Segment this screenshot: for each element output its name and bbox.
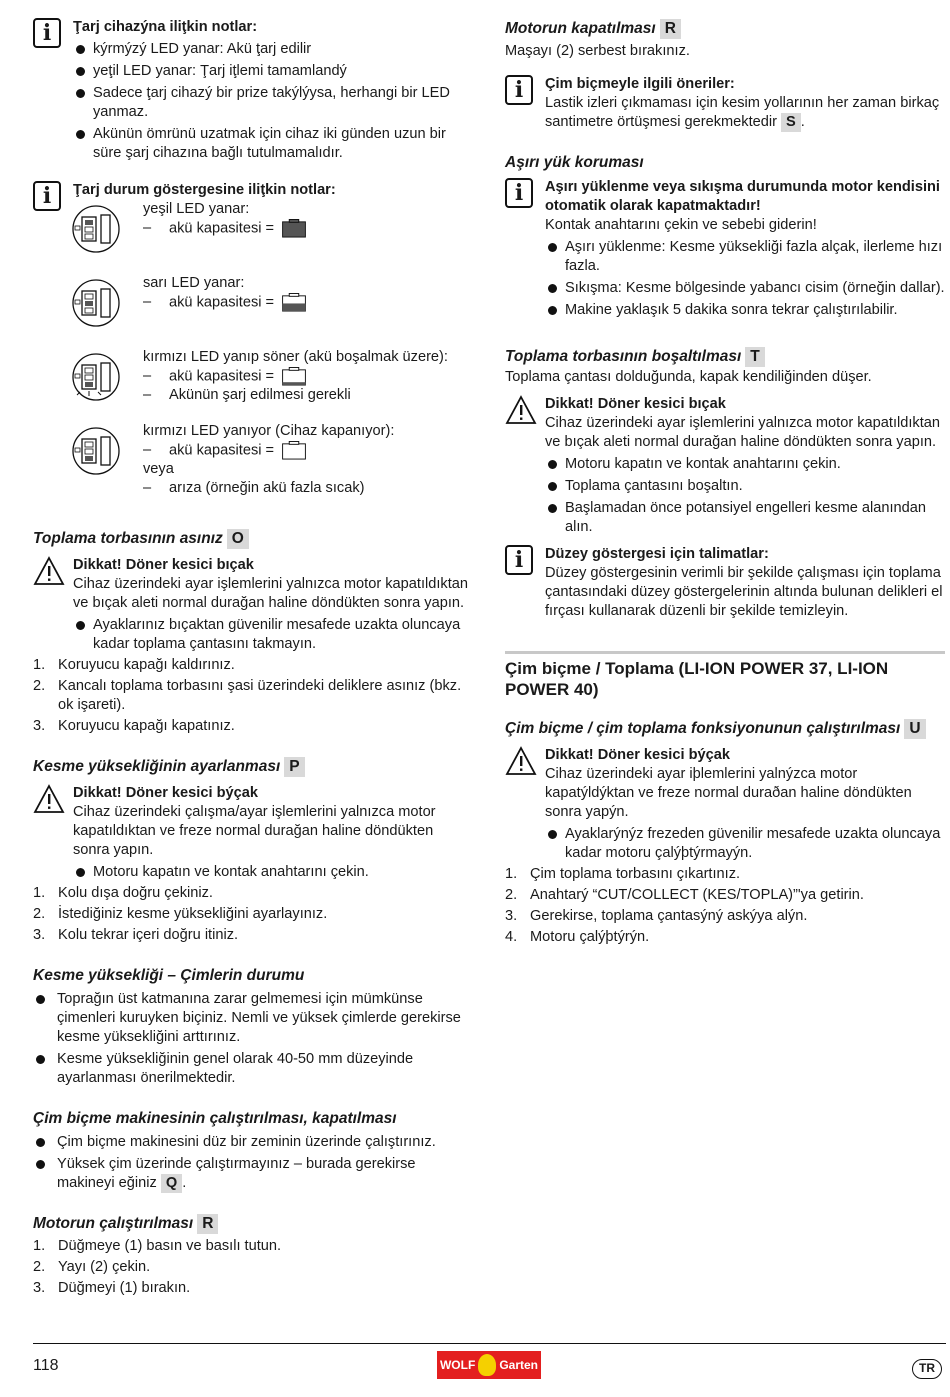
fox-icon <box>478 1354 496 1376</box>
level-indicator-note <box>505 545 945 621</box>
section-title: Motorun çalıştırılması <box>33 1215 194 1232</box>
section-title: Aşırı yük koruması <box>505 154 644 171</box>
chapter-title: Çim biçme / Toplama (LI-ION POWER 37, LI-ION POWER 40) <box>505 659 889 699</box>
warning-text: Cihaz üzerindeki çalışma/ayar işlemlerini yalnızca motor kapatıldıktan ve freze normal durağan haline döndükten sonra yapın. <box>73 804 436 858</box>
warning-text: Cihaz üzerindeki ayar işlemlerini yalnızca motor kapatıldıktan ve bıçak aleti normal durağan haline döndükten sonra yapın. <box>545 415 941 450</box>
led-red-on-label: kırmızı LED yanıyor (Cihaz kapanıyor): <box>143 423 395 439</box>
info-text: Düzey göstergesinin verimli bir şekilde çalışması için toplama çantasındaki düzey göstergelerinin altında bulunan delikleri el fırçası kullanarak düzenli bir şekilde temizleyin. <box>545 565 943 619</box>
list-item: 1. Kolu dışa doğru çekiniz. <box>33 885 213 901</box>
list-item: Toplama çantasını boşaltın. <box>545 477 945 496</box>
section-start-stop <box>33 1108 473 1193</box>
list-item: Çim biçme makinesini düz bir zeminin üzerinde çalıştırınız. <box>33 1133 473 1152</box>
overload-text: Kontak anahtarını çekin ve sebebi giderin! <box>545 217 817 233</box>
charger-indicator-icon <box>71 204 121 254</box>
charger-notes-list <box>73 40 473 163</box>
or-label: veya <box>143 461 174 478</box>
list-item: 1. Düğmeye (1) basın ve basılı tutun. <box>33 1238 282 1254</box>
info-icon: i <box>505 545 533 575</box>
right-column <box>505 18 945 947</box>
body-text: Toplama çantası dolduğunda, kapak kendiliğinden düşer. <box>505 369 872 385</box>
steps-list <box>505 865 945 947</box>
list-item: 2. İstediğiniz kesme yüksekliğini ayarlayınız. <box>33 906 328 922</box>
warning-text: Cihaz üzerindeki ayar işlemlerini yalnızca motor kapatıldıktan ve bıçak aleti normal durağan haline döndükten sonra yapın. <box>73 576 469 611</box>
left-column <box>33 18 473 1298</box>
section-height-grass <box>33 965 473 1088</box>
capacity-label: akü kapasitesi = <box>169 442 275 459</box>
list-item: 4. Motoru çalýþtýrýn. <box>505 929 650 945</box>
list-item: 2. Yayı (2) çekin. <box>33 1259 151 1275</box>
led-row-red-on <box>33 422 473 516</box>
section-title: Kesme yüksekliği – Çimlerin durumu <box>33 967 305 984</box>
list-item: Akünün ömrünü uzatmak için cihaz iki günden uzun bir süre şarj cihazına bağlı tutulmamalıdır. <box>73 125 473 163</box>
list-item: Yüksek çim üzerinde çalıştırmayınız – burada gerekirse makineyi eğiniz Q . <box>33 1155 473 1193</box>
section-title: Çim biçme makinesinin çalıştırılması, kapatılması <box>33 1110 397 1127</box>
list-item: kýrmýzý LED yanar: Akü ţarj edilir <box>73 40 473 59</box>
section-motor-start <box>33 1213 473 1298</box>
figure-badge: O <box>227 529 249 549</box>
figure-badge: P <box>284 757 304 777</box>
list-item: Motoru kapatın ve kontak anahtarını çekin. <box>545 455 945 474</box>
section-title: Kesme yüksekliğinin ayarlanması <box>33 758 281 775</box>
body-text: Maşayı (2) serbest bırakınız. <box>505 43 690 59</box>
list-item: 3. Düğmeyi (1) bırakın. <box>33 1280 191 1296</box>
list-item: Sıkışma: Kesme bölgesinde yabancı cisim (örneğin dallar). <box>545 279 945 298</box>
list-item: Ayaklarýnýz frezeden güvenilir mesafede uzakta oluncaya kadar motoru çalýþtýrmayýn. <box>545 825 945 863</box>
list-item: Motoru kapatın ve kontak anahtarını çekin. <box>73 863 473 882</box>
overload-bold: Aşırı yüklenme veya sıkışma durumunda motor kendisini otomatik olarak kapatmaktadır! <box>545 179 940 214</box>
footer-rule <box>33 1343 946 1344</box>
battery-low-icon <box>281 367 307 386</box>
battery-full-icon <box>281 219 307 238</box>
list-item: 3. Gerekirse, toplama çantasýný askýya alýn. <box>505 908 808 924</box>
capacity-label: akü kapasitesi = <box>169 220 275 237</box>
warning-title: Dikkat! Döner kesici bıçak <box>545 396 726 412</box>
list-item: Ayaklarınız bıçaktan güvenilir mesafede uzakta oluncaya kadar toplama çantasını takmayın. <box>73 616 473 654</box>
section-overload <box>505 152 945 320</box>
brand-left: WOLF <box>439 1357 476 1372</box>
charger-notes <box>33 18 473 163</box>
capacity-label: akü kapasitesi = <box>169 368 275 385</box>
list-item: Toprağın üst katmanına zarar gelmemesi için mümkünse çimenleri kuruyken biçiniz. Nemli ve yüksek çimlerde gerekirse kesme yüksekliğini arttırınız. <box>33 990 473 1047</box>
bullet-list <box>33 1133 473 1193</box>
warning-note <box>505 746 945 863</box>
info-icon: i <box>33 18 61 48</box>
warning-icon <box>33 784 65 814</box>
figure-badge: Q <box>161 1174 182 1193</box>
list-item: yeţil LED yanar: Ţarj iţlemi tamamlandý <box>73 62 473 81</box>
figure-badge: R <box>197 1214 218 1234</box>
figure-badge: U <box>904 719 925 739</box>
info-icon: i <box>33 181 61 211</box>
section-height-adjust <box>33 756 473 945</box>
figure-badge: R <box>660 19 681 39</box>
capacity-label: akü kapasitesi = <box>169 294 275 311</box>
status-notes-title: Ţarj durum göstergesine iliţkin notlar: <box>73 182 336 198</box>
section-motor-stop <box>505 18 945 61</box>
list-item: Sadece ţarj cihazý bir prize takýlýysa, herhangi bir LED yanmaz. <box>73 84 473 122</box>
led-green-label: yeşil LED yanar: <box>143 201 250 217</box>
warning-title: Dikkat! Döner kesici býçak <box>73 785 258 801</box>
brand-right: Garten <box>499 1357 538 1372</box>
warning-icon <box>505 395 537 425</box>
warning-note <box>33 556 473 654</box>
warning-title: Dikkat! Döner kesici bıçak <box>73 557 254 573</box>
charger-indicator-icon <box>71 426 121 476</box>
section-mow-collect <box>505 718 945 947</box>
charge-required-label: – Akünün şarj edilmesi gerekli <box>143 386 473 405</box>
list-item: 2. Kancalı toplama torbasını şasi üzerindeki deliklere asınız (bkz. ok işareti). <box>33 678 462 713</box>
section-title: Motorun kapatılması <box>505 20 656 37</box>
list-item: 1. Koruyucu kapağı kaldırınız. <box>33 657 235 673</box>
list-item: Başlamadan önce potansiyel engelleri kesme alanından alın. <box>545 499 945 537</box>
list-item: 1. Çim toplama torbasını çıkartınız. <box>505 866 741 882</box>
led-row-red-blinking <box>33 348 473 422</box>
mowing-tips <box>505 75 945 132</box>
list-item: Makine yaklaşık 5 dakika sonra tekrar çalıştırılabilir. <box>545 301 945 320</box>
language-badge: TR <box>912 1359 942 1379</box>
warning-icon <box>505 746 537 776</box>
section-bag-attach <box>33 528 473 736</box>
led-row-yellow <box>33 274 473 348</box>
tips-title: Çim biçmeyle ilgili öneriler: <box>545 76 735 92</box>
steps-list <box>33 884 473 945</box>
steps-list <box>33 1237 473 1298</box>
list-item: Aşırı yüklenme: Kesme yüksekliği fazla alçak, ilerleme hızı fazla. <box>545 238 945 276</box>
section-empty-bag <box>505 346 945 621</box>
led-red-blink-label: kırmızı LED yanıp söner (akü boşalmak üzere): <box>143 349 448 365</box>
figure-badge: S <box>781 113 801 132</box>
charger-indicator-icon <box>71 352 121 402</box>
warning-text: Cihaz üzerindeki ayar iþlemlerini yalnýzca motor kapatýldýktan ve freze normal duraðan haline döndükten sonra yapýn. <box>545 766 912 820</box>
warning-note <box>33 784 473 882</box>
info-title: Düzey göstergesi için talimatlar: <box>545 546 769 562</box>
led-yellow-label: sarı LED yanar: <box>143 275 245 291</box>
figure-badge: T <box>745 347 764 367</box>
warning-title: Dikkat! Döner kesici býçak <box>545 747 730 763</box>
section-title: Çim biçme / çim toplama fonksiyonunun çalıştırılması <box>505 720 901 737</box>
warning-note <box>505 395 945 537</box>
page-number: 118 <box>33 1357 59 1374</box>
bullet-list <box>33 990 473 1088</box>
list-item: 3. Koruyucu kapağı kapatınız. <box>33 718 235 734</box>
fault-label: – arıza (örneğin akü fazla sıcak) <box>143 479 473 498</box>
list-item: 2. Anahtarý “CUT/COLLECT (KES/TOPLA)”'ya getirin. <box>505 887 864 903</box>
brand-logo <box>437 1351 541 1379</box>
battery-half-icon <box>281 293 307 312</box>
list-item: 3. Kolu tekrar içeri doğru itiniz. <box>33 927 239 943</box>
led-row-green <box>33 200 473 274</box>
warning-icon <box>33 556 65 586</box>
section-title: Toplama torbasının boşaltılması <box>505 348 742 365</box>
list-item: Kesme yüksekliğinin genel olarak 40-50 mm düzeyinde ayarlanması önerilmektedir. <box>33 1050 473 1088</box>
section-divider <box>505 651 945 654</box>
charger-indicator-icon <box>71 278 121 328</box>
info-icon: i <box>505 178 533 208</box>
info-icon: i <box>505 75 533 105</box>
section-title: Toplama torbasının asınız <box>33 530 223 547</box>
overload-note <box>505 178 945 320</box>
charger-notes-title: Ţarj cihazýna iliţkin notlar: <box>73 19 258 35</box>
battery-empty-icon <box>281 441 307 460</box>
steps-list <box>33 656 473 736</box>
tips-text: Lastik izleri çıkmaması için kesim yollarının her zaman birkaç santimetre örtüşmesi gerekmektedir S . <box>545 95 940 130</box>
